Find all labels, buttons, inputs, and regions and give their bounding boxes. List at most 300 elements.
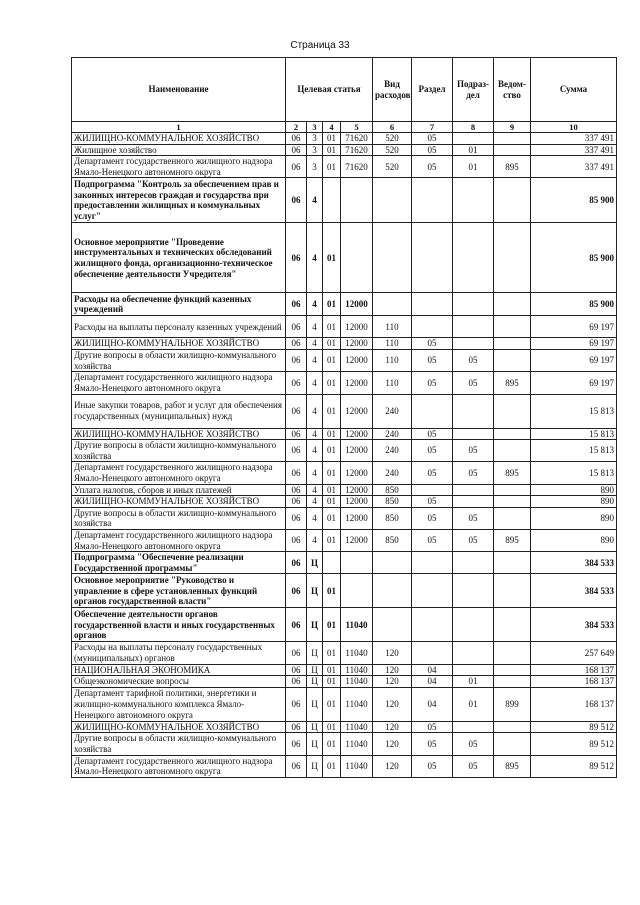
table-row (72, 440, 617, 462)
expense-type: 110 (373, 372, 412, 394)
program-code: 06 (286, 372, 307, 394)
subprogram-code: 4 (307, 507, 323, 529)
expense-type: 120 (373, 676, 412, 688)
expense-type: 120 (373, 721, 412, 733)
section-code: 05 (412, 372, 453, 394)
activity-code: 01 (323, 687, 341, 721)
subprogram-code: 4 (307, 293, 323, 316)
program-code: 06 (286, 676, 307, 688)
table-row (72, 687, 617, 721)
direction-code: 12000 (341, 496, 373, 508)
amount: 85 900 (531, 293, 617, 316)
row-name: ЖИЛИЩНО-КОММУНАЛЬНОЕ ХОЗЯЙСТВО (72, 133, 286, 145)
section-code (412, 178, 453, 223)
amount: 85 900 (531, 223, 617, 293)
amount: 890 (531, 507, 617, 529)
subsection-code (453, 428, 494, 440)
program-code: 06 (286, 293, 307, 316)
expense-type: 850 (373, 507, 412, 529)
direction-code: 11040 (341, 676, 373, 688)
department-code (494, 440, 531, 462)
section-code: 04 (412, 664, 453, 676)
subprogram-code: Ц (307, 733, 323, 755)
section-code: 05 (412, 440, 453, 462)
direction-code (341, 574, 373, 608)
subsection-code: 05 (453, 372, 494, 394)
amount: 89 512 (531, 733, 617, 755)
department-code (494, 133, 531, 145)
amount: 89 512 (531, 721, 617, 733)
activity-code: 01 (323, 133, 341, 145)
subprogram-code: 4 (307, 462, 323, 484)
table-row (72, 664, 617, 676)
amount: 384 533 (531, 608, 617, 642)
department-code (494, 428, 531, 440)
direction-code: 12000 (341, 394, 373, 428)
program-code: 06 (286, 428, 307, 440)
table-row (72, 133, 617, 145)
subsection-code: 01 (453, 144, 494, 156)
expense-type (373, 574, 412, 608)
column-number: 8 (453, 122, 494, 133)
table-row (72, 428, 617, 440)
program-code: 06 (286, 350, 307, 372)
table-row (72, 552, 617, 574)
department-code: 895 (494, 755, 531, 777)
direction-code (341, 552, 373, 574)
direction-code: 71620 (341, 133, 373, 145)
subprogram-code: 3 (307, 144, 323, 156)
subsection-code (453, 642, 494, 664)
subsection-code (453, 223, 494, 293)
subprogram-code: Ц (307, 676, 323, 688)
activity-code: 01 (323, 664, 341, 676)
direction-code: 12000 (341, 462, 373, 484)
section-code: 05 (412, 496, 453, 508)
subsection-code: 01 (453, 687, 494, 721)
expense-type: 110 (373, 316, 412, 338)
department-code (494, 507, 531, 529)
section-code: 05 (412, 428, 453, 440)
row-name: Подпрограмма "Контроль за обеспечением прав и законных интересов граждан и государства при предоставлении жилищных и коммунальных услуг" (72, 178, 286, 223)
row-name: ЖИЛИЩНО-КОММУНАЛЬНОЕ ХОЗЯЙСТВО (72, 496, 286, 508)
expense-type (373, 293, 412, 316)
section-code (412, 484, 453, 496)
amount: 15 813 (531, 394, 617, 428)
table-row (72, 338, 617, 350)
section-code (412, 552, 453, 574)
row-name: Расходы на обеспечение функций казенных учреждений (72, 293, 286, 316)
subsection-code (453, 293, 494, 316)
amount: 890 (531, 496, 617, 508)
header-expense-type: Вид расходов (373, 58, 412, 122)
direction-code: 11040 (341, 733, 373, 755)
column-number: 2 (286, 122, 307, 133)
row-name: Иные закупки товаров, работ и услуг для обеспечения государственных (муниципальных) нужд (72, 394, 286, 428)
direction-code: 12000 (341, 350, 373, 372)
expense-type (373, 552, 412, 574)
direction-code: 11040 (341, 721, 373, 733)
amount: 69 197 (531, 372, 617, 394)
header-target-article: Целевая статья (286, 58, 373, 122)
direction-code: 12000 (341, 372, 373, 394)
subsection-code (453, 608, 494, 642)
activity-code: 01 (323, 608, 341, 642)
direction-code: 12000 (341, 507, 373, 529)
table-row (72, 676, 617, 688)
expense-type: 520 (373, 133, 412, 145)
table-body (72, 133, 617, 778)
direction-code: 11040 (341, 664, 373, 676)
subsection-code (453, 178, 494, 223)
program-code: 06 (286, 178, 307, 223)
amount: 15 813 (531, 428, 617, 440)
subsection-code (453, 664, 494, 676)
direction-code: 12000 (341, 440, 373, 462)
header-amount: Сумма (531, 58, 617, 122)
section-code (412, 394, 453, 428)
direction-code: 71620 (341, 144, 373, 156)
row-name: Обеспечение деятельности органов государственной власти и иных государственных органов (72, 608, 286, 642)
department-code: 895 (494, 156, 531, 178)
subprogram-code: 4 (307, 394, 323, 428)
row-name: Основное мероприятие "Проведение инструментальных и технических обследований жилищного фонда, организационно-техническое обеспечение деятельности Учредителя" (72, 223, 286, 293)
subprogram-code: Ц (307, 608, 323, 642)
page-number: Страница 33 (290, 40, 350, 51)
activity-code: 01 (323, 293, 341, 316)
department-code (494, 394, 531, 428)
section-code (412, 574, 453, 608)
department-code (494, 338, 531, 350)
activity-code: 01 (323, 156, 341, 178)
activity-code: 01 (323, 223, 341, 293)
row-name: Уплата налогов, сборов и иных платежей (72, 484, 286, 496)
department-code (494, 733, 531, 755)
row-name: Департамент государственного жилищного надзора Ямало-Ненецкого автономного округа (72, 372, 286, 394)
section-code: 05 (412, 507, 453, 529)
subprogram-code: 4 (307, 372, 323, 394)
row-name: Другие вопросы в области жилищно-коммунального хозяйства (72, 733, 286, 755)
program-code: 06 (286, 316, 307, 338)
program-code: 06 (286, 574, 307, 608)
subsection-code (453, 394, 494, 428)
table-row (72, 156, 617, 178)
subsection-code: 05 (453, 733, 494, 755)
subprogram-code: 3 (307, 156, 323, 178)
department-code (494, 484, 531, 496)
subsection-code (453, 316, 494, 338)
activity-code: 01 (323, 676, 341, 688)
column-number: 3 (307, 122, 323, 133)
table-row (72, 144, 617, 156)
activity-code: 01 (323, 316, 341, 338)
direction-code: 11040 (341, 642, 373, 664)
program-code: 06 (286, 721, 307, 733)
subsection-code: 05 (453, 440, 494, 462)
department-code (494, 574, 531, 608)
row-name: Жилищное хозяйство (72, 144, 286, 156)
section-code: 04 (412, 687, 453, 721)
subprogram-code: 4 (307, 428, 323, 440)
program-code: 06 (286, 484, 307, 496)
activity-code: 01 (323, 350, 341, 372)
program-code: 06 (286, 496, 307, 508)
column-number: 9 (494, 122, 531, 133)
section-code: 05 (412, 755, 453, 777)
expense-type: 520 (373, 144, 412, 156)
table-row (72, 372, 617, 394)
activity-code: 01 (323, 755, 341, 777)
expense-type: 120 (373, 755, 412, 777)
column-numbers-row (72, 122, 617, 133)
subsection-code (453, 133, 494, 145)
amount: 257 649 (531, 642, 617, 664)
expense-type (373, 223, 412, 293)
subsection-code: 05 (453, 507, 494, 529)
program-code: 06 (286, 144, 307, 156)
subprogram-code: Ц (307, 755, 323, 777)
subprogram-code: 3 (307, 133, 323, 145)
amount: 337 491 (531, 144, 617, 156)
expense-type (373, 608, 412, 642)
section-code (412, 642, 453, 664)
expense-type: 850 (373, 529, 412, 551)
column-number: 1 (72, 122, 286, 133)
subsection-code (453, 496, 494, 508)
subprogram-code: 4 (307, 338, 323, 350)
table-row (72, 574, 617, 608)
department-code (494, 144, 531, 156)
activity-code: 01 (323, 721, 341, 733)
subsection-code: 05 (453, 350, 494, 372)
table-row (72, 608, 617, 642)
subprogram-code: 4 (307, 316, 323, 338)
table-row (72, 462, 617, 484)
subprogram-code: Ц (307, 552, 323, 574)
amount: 69 197 (531, 316, 617, 338)
row-name: Другие вопросы в области жилищно-коммунального хозяйства (72, 440, 286, 462)
direction-code: 11040 (341, 687, 373, 721)
row-name: Департамент государственного жилищного надзора Ямало-Ненецкого автономного округа (72, 156, 286, 178)
section-code: 04 (412, 676, 453, 688)
direction-code: 12000 (341, 338, 373, 350)
activity-code: 01 (323, 338, 341, 350)
department-code (494, 223, 531, 293)
row-name: Другие вопросы в области жилищно-коммунального хозяйства (72, 350, 286, 372)
amount: 384 533 (531, 574, 617, 608)
subprogram-code: Ц (307, 642, 323, 664)
subsection-code: 05 (453, 529, 494, 551)
department-code: 895 (494, 372, 531, 394)
column-number: 10 (531, 122, 617, 133)
direction-code (341, 223, 373, 293)
department-code (494, 664, 531, 676)
subsection-code: 05 (453, 755, 494, 777)
subprogram-code: 4 (307, 440, 323, 462)
column-number: 5 (341, 122, 373, 133)
program-code: 06 (286, 687, 307, 721)
activity-code: 01 (323, 733, 341, 755)
direction-code: 12000 (341, 428, 373, 440)
column-number: 7 (412, 122, 453, 133)
expense-type: 120 (373, 642, 412, 664)
department-code (494, 316, 531, 338)
amount: 168 137 (531, 664, 617, 676)
department-code (494, 552, 531, 574)
table-row (72, 721, 617, 733)
row-name: Другие вопросы в области жилищно-коммунального хозяйства (72, 507, 286, 529)
header-name: Наименование (72, 58, 286, 122)
table-row (72, 496, 617, 508)
column-number: 4 (323, 122, 341, 133)
expense-type: 120 (373, 733, 412, 755)
subprogram-code: Ц (307, 664, 323, 676)
direction-code: 11040 (341, 755, 373, 777)
subprogram-code: Ц (307, 721, 323, 733)
activity-code: 01 (323, 144, 341, 156)
activity-code: 01 (323, 496, 341, 508)
program-code: 06 (286, 642, 307, 664)
expense-type: 110 (373, 350, 412, 372)
row-name: Департамент тарифной политики, энергетики и жилищно-коммунального комплекса Ямало-Ненецкого автономного округа (72, 687, 286, 721)
table-row (72, 293, 617, 316)
row-name: Департамент государственного жилищного надзора Ямало-Ненецкого автономного округа (72, 755, 286, 777)
activity-code: 01 (323, 484, 341, 496)
expense-type (373, 178, 412, 223)
expense-type: 850 (373, 484, 412, 496)
row-name: Расходы на выплаты персоналу государственных (муниципальных) органов (72, 642, 286, 664)
direction-code: 11040 (341, 608, 373, 642)
activity-code: 01 (323, 529, 341, 551)
program-code: 06 (286, 733, 307, 755)
header-row (72, 58, 617, 122)
expense-type: 240 (373, 428, 412, 440)
activity-code: 01 (323, 440, 341, 462)
activity-code (323, 178, 341, 223)
program-code: 06 (286, 552, 307, 574)
program-code: 06 (286, 440, 307, 462)
program-code: 06 (286, 507, 307, 529)
department-code (494, 676, 531, 688)
expense-type: 120 (373, 664, 412, 676)
column-number: 6 (373, 122, 412, 133)
amount: 384 533 (531, 552, 617, 574)
subprogram-code: 4 (307, 484, 323, 496)
amount: 69 197 (531, 350, 617, 372)
department-code (494, 293, 531, 316)
table-row (72, 316, 617, 338)
subprogram-code: 4 (307, 496, 323, 508)
activity-code: 01 (323, 394, 341, 428)
section-code: 05 (412, 338, 453, 350)
expense-type: 240 (373, 394, 412, 428)
section-code: 05 (412, 350, 453, 372)
program-code: 06 (286, 156, 307, 178)
row-name: Департамент государственного жилищного надзора Ямало-Ненецкого автономного округа (72, 462, 286, 484)
activity-code: 01 (323, 428, 341, 440)
expense-type: 120 (373, 687, 412, 721)
subprogram-code: Ц (307, 687, 323, 721)
section-code: 05 (412, 144, 453, 156)
section-code: 05 (412, 721, 453, 733)
amount: 15 813 (531, 440, 617, 462)
table-row (72, 642, 617, 664)
header-section: Раздел (412, 58, 453, 122)
table-row (72, 394, 617, 428)
subsection-code: 01 (453, 156, 494, 178)
row-name: ЖИЛИЩНО-КОММУНАЛЬНОЕ ХОЗЯЙСТВО (72, 428, 286, 440)
direction-code: 12000 (341, 529, 373, 551)
table-row (72, 507, 617, 529)
department-code: 899 (494, 687, 531, 721)
department-code (494, 350, 531, 372)
subsection-code (453, 574, 494, 608)
row-name: Расходы на выплаты персоналу казенных учреждений (72, 316, 286, 338)
section-code: 05 (412, 462, 453, 484)
program-code: 06 (286, 462, 307, 484)
expense-type: 110 (373, 338, 412, 350)
program-code: 06 (286, 664, 307, 676)
activity-code: 01 (323, 642, 341, 664)
row-name: НАЦИОНАЛЬНАЯ ЭКОНОМИКА (72, 664, 286, 676)
subsection-code (453, 484, 494, 496)
activity-code: 01 (323, 372, 341, 394)
department-code (494, 721, 531, 733)
activity-code: 01 (323, 462, 341, 484)
program-code: 06 (286, 608, 307, 642)
department-code (494, 178, 531, 223)
direction-code (341, 178, 373, 223)
subprogram-code: 4 (307, 223, 323, 293)
subprogram-code: 4 (307, 178, 323, 223)
table-row (72, 529, 617, 551)
subsection-code: 05 (453, 462, 494, 484)
expense-type: 850 (373, 496, 412, 508)
program-code: 06 (286, 133, 307, 145)
amount: 168 137 (531, 687, 617, 721)
activity-code: 01 (323, 574, 341, 608)
section-code (412, 608, 453, 642)
subsection-code (453, 552, 494, 574)
amount: 69 197 (531, 338, 617, 350)
direction-code: 12000 (341, 316, 373, 338)
subprogram-code: 4 (307, 529, 323, 551)
amount: 168 137 (531, 676, 617, 688)
header-department: Ведом-ство (494, 58, 531, 122)
department-code (494, 642, 531, 664)
program-code: 06 (286, 223, 307, 293)
expense-type: 520 (373, 156, 412, 178)
expense-type: 240 (373, 440, 412, 462)
subprogram-code: 4 (307, 350, 323, 372)
direction-code: 71620 (341, 156, 373, 178)
section-code: 05 (412, 156, 453, 178)
section-code (412, 316, 453, 338)
department-code: 895 (494, 462, 531, 484)
direction-code: 12000 (341, 293, 373, 316)
direction-code: 12000 (341, 484, 373, 496)
table-row (72, 484, 617, 496)
header-subsection: Подраз-дел (453, 58, 494, 122)
table-row (72, 223, 617, 293)
subsection-code (453, 721, 494, 733)
table-row (72, 350, 617, 372)
amount: 337 491 (531, 156, 617, 178)
amount: 85 900 (531, 178, 617, 223)
program-code: 06 (286, 529, 307, 551)
program-code: 06 (286, 755, 307, 777)
activity-code: 01 (323, 507, 341, 529)
